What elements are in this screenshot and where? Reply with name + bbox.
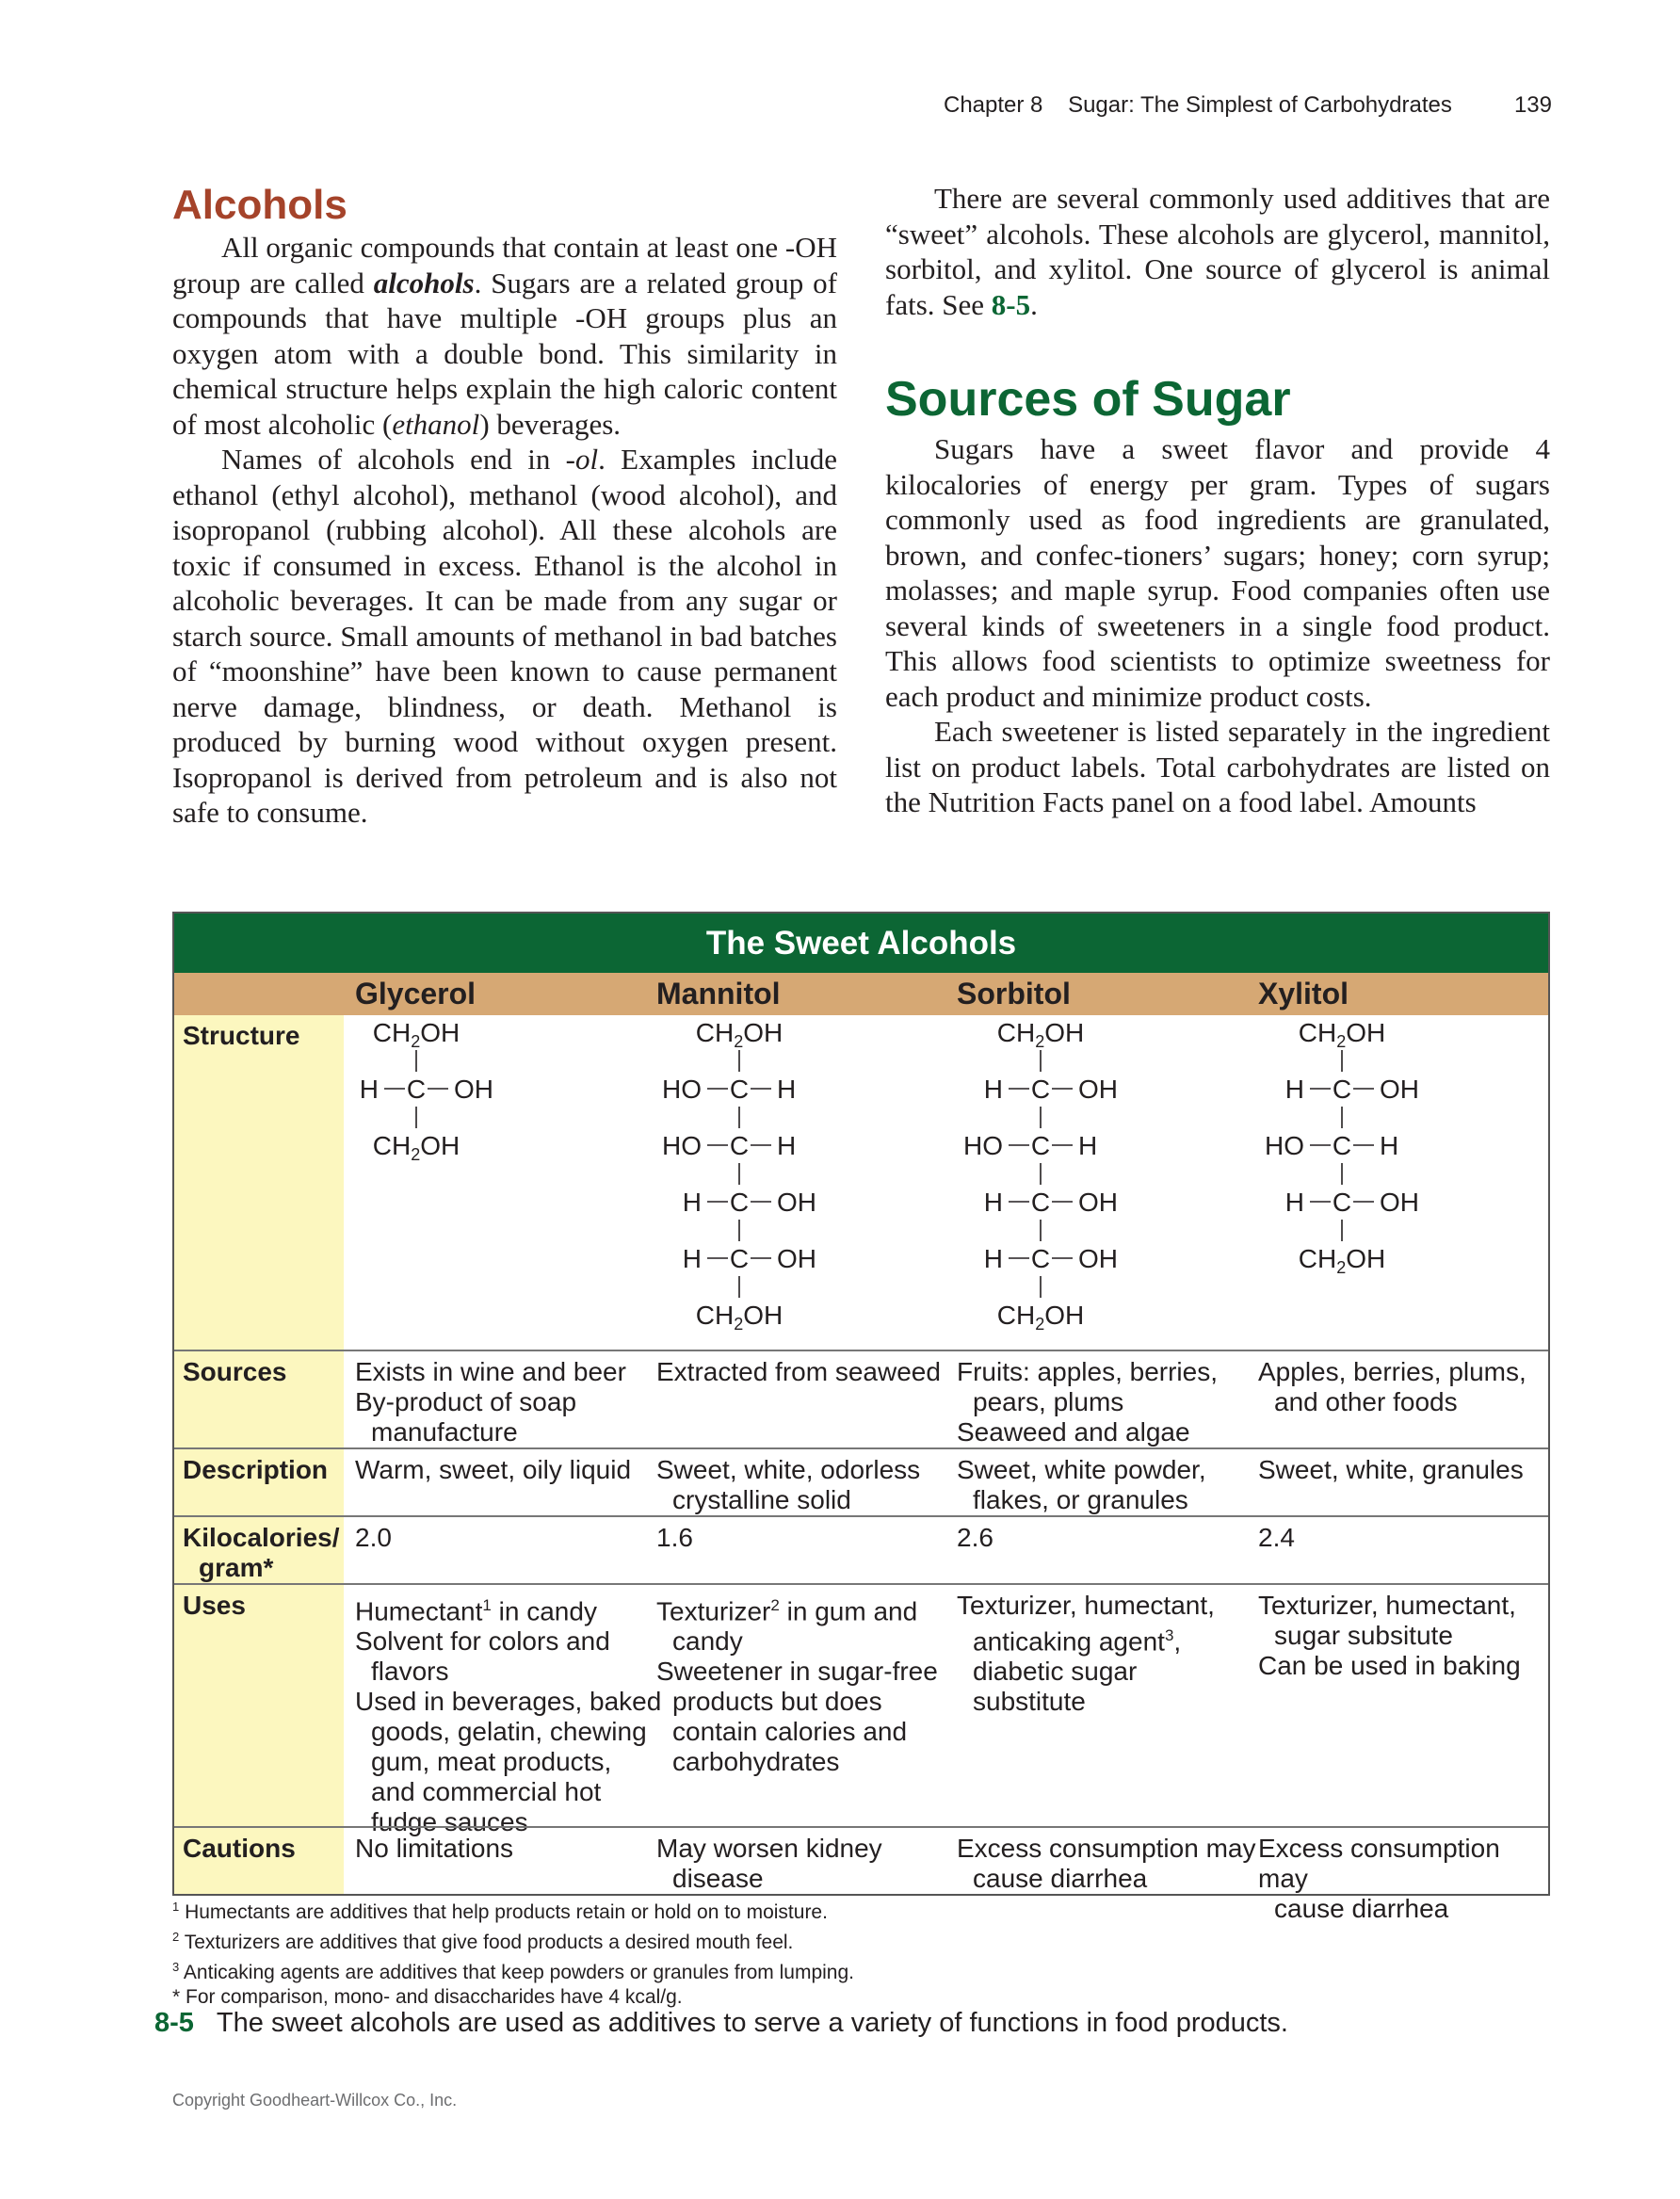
- footnote: [172, 1925, 854, 1955]
- cell-line: contain calories and: [672, 1717, 908, 1747]
- footnote-text: Humectants are additives that help products retain or hold on to moisture.: [185, 1901, 828, 1923]
- cell-sources-sorbitol: [957, 1357, 1218, 1447]
- cell-line: [957, 1621, 1215, 1657]
- footnote-text: Texturizers are additives that give food products a desired mouth feel.: [184, 1932, 794, 1953]
- text-run: Texturizer: [656, 1596, 771, 1626]
- cell-description-glycerol: [355, 1455, 631, 1485]
- cell-line: cause diarrhea: [973, 1864, 1148, 1893]
- cell-sources-xylitol: [1258, 1357, 1527, 1417]
- text-run: Humectant: [355, 1596, 483, 1626]
- paragraph: [172, 230, 837, 442]
- text-run: All organic compounds that contain at least one -OH group are called: [172, 231, 837, 299]
- cell-cautions-sorbitol: [957, 1834, 1255, 1894]
- row-label: Uses: [174, 1585, 344, 1826]
- table-row-sources: [174, 1350, 1548, 1447]
- row-label: Structure: [174, 1015, 344, 1350]
- cell-line: Sweet, white, odorless: [656, 1455, 921, 1484]
- text-run: . Examples include ethanol (ethyl alcohol), methanol (wood alcohol), and isopropanol (rubbing alcohol). All these alcohols are toxic if consumed in excess. Ethanol is the alcohol in alcoholic beverages. It can be made from any sugar or starch source. Small amounts of methanol in bad batches of “moonshine” have been known to cause permanent nerve damage, blindness, or death. Methanol is produced by burning wood without oxygen present. Isopropanol is derived from petroleum and is also not safe to consume.: [172, 443, 837, 829]
- footnote: [172, 1955, 854, 1985]
- chapter-title: Chapter 8 Sugar: The Simplest of Carbohydrates: [944, 92, 1452, 118]
- carbon-atom: C: [1332, 1131, 1352, 1160]
- hydrogen-atom: H: [1380, 1131, 1399, 1160]
- ch2oh-group: $CH_2OH$: [996, 1018, 1085, 1051]
- italic-term: -ol: [565, 443, 599, 476]
- footnote-marker: 1: [482, 1596, 492, 1614]
- cell-line: Extracted from seaweed: [656, 1357, 941, 1386]
- hydroxyl-group: OH: [1078, 1075, 1118, 1104]
- row-label: [174, 1517, 344, 1583]
- hydrogen-atom: H: [682, 1188, 702, 1217]
- structural-formulas: [174, 1015, 1548, 1350]
- hydrogen-atom: H: [359, 1075, 379, 1104]
- cell-line: carbohydrates: [672, 1747, 840, 1777]
- ch2oh-group: $CH_2OH$: [695, 1301, 783, 1334]
- left-column: [172, 181, 837, 831]
- row-label: Cautions: [174, 1828, 344, 1894]
- carbon-atom: C: [1030, 1075, 1051, 1104]
- right-column: [885, 181, 1550, 820]
- cell-line: May worsen kidney: [656, 1834, 882, 1863]
- cell-uses-glycerol: [355, 1591, 661, 1837]
- footnote-mark: 3: [172, 1960, 180, 1974]
- cell-line: Sweet, white powder,: [957, 1455, 1206, 1484]
- footnote-text: For comparison, mono- and disaccharides have 4 kcal/g.: [186, 1986, 683, 2008]
- text-run: in gum and: [779, 1596, 918, 1626]
- hydrogen-atom: H: [1078, 1131, 1098, 1160]
- figure-caption: [154, 2008, 1288, 2039]
- text-run: Names of alcohols end in: [221, 443, 566, 476]
- hydroxyl-group: OH: [777, 1188, 816, 1217]
- cell-cautions-glycerol: [355, 1834, 513, 1864]
- paragraph: [172, 442, 837, 831]
- cell-uses-mannitol: [656, 1591, 938, 1777]
- cell-line: Texturizer, humectant,: [957, 1591, 1215, 1620]
- hydrogen-atom: H: [983, 1075, 1003, 1104]
- footnote-marker: 2: [770, 1596, 780, 1614]
- section-heading-sources-of-sugar: Sources of Sugar: [885, 372, 1291, 427]
- cell-line: disease: [672, 1864, 764, 1893]
- hydroxyl-group: OH: [1380, 1188, 1419, 1217]
- figure-reference-link[interactable]: 8-5: [991, 287, 1031, 321]
- xylitol-structure: [1265, 1018, 1419, 1277]
- footnote-mark: *: [172, 1986, 181, 2008]
- hydroxyl-group: OH: [777, 1244, 816, 1273]
- text-run: There are several commonly used additives that are “sweet” alcohols. These alcohols are glycerol, mannitol, sorbitol, and xylitol. One source of glycerol is animal fats. See: [885, 182, 1550, 321]
- text-run: anticaking agent: [973, 1626, 1165, 1657]
- table-footnotes: [172, 1895, 854, 2010]
- column-header-xylitol: Xylitol: [1258, 977, 1349, 1011]
- cell-line: cause diarrhea: [1274, 1894, 1449, 1923]
- cell-kcal-mannitol: 1.6: [656, 1523, 693, 1552]
- cell-kcal-xylitol: 2.4: [1258, 1523, 1295, 1552]
- carbon-atom: C: [1332, 1075, 1352, 1104]
- hydroxyl-group: OH: [1078, 1244, 1118, 1273]
- carbon-atom: C: [729, 1131, 750, 1160]
- cell-line: Excess consumption may: [957, 1834, 1256, 1863]
- ch2oh-group: $CH_2OH$: [1298, 1018, 1386, 1051]
- cell-line: products but does: [672, 1687, 882, 1717]
- cell-line: Can be used in baking: [1258, 1651, 1521, 1680]
- ch2oh-group: $CH_2OH$: [996, 1301, 1085, 1334]
- key-term: alcohols: [373, 266, 475, 299]
- hydroxyl-group: HO: [662, 1131, 702, 1160]
- cell-cautions-xylitol: [1258, 1834, 1548, 1924]
- hydrogen-atom: H: [682, 1244, 702, 1273]
- ch2oh-group: $CH_2OH$: [372, 1018, 460, 1051]
- table-row-structure: [174, 1015, 1548, 1350]
- cell-line: By-product of soap: [355, 1387, 577, 1416]
- row-label-line: gram*: [199, 1553, 274, 1582]
- cell-line: substitute: [973, 1687, 1086, 1717]
- ch2oh-group: $CH_2OH$: [372, 1131, 460, 1164]
- table-title: The Sweet Alcohols: [174, 914, 1548, 973]
- glycerol-structure: [360, 1018, 493, 1164]
- row-label: Sources: [174, 1351, 344, 1447]
- cell-line: Used in beverages, baked: [355, 1687, 662, 1717]
- hydroxyl-group: HO: [662, 1075, 702, 1104]
- cell-description-mannitol: [656, 1455, 920, 1515]
- cell-line: crystalline solid: [672, 1485, 851, 1514]
- copyright-notice: Copyright Goodheart-Willcox Co., Inc.: [172, 2091, 458, 2110]
- carbon-atom: C: [729, 1188, 750, 1217]
- column-header-glycerol: Glycerol: [355, 977, 477, 1011]
- carbon-atom: C: [1030, 1244, 1051, 1273]
- ch2oh-group: $CH_2OH$: [695, 1018, 783, 1051]
- cell-line: Excess consumption may: [1258, 1834, 1500, 1893]
- footnote-mark: 1: [172, 1900, 180, 1914]
- cell-cautions-mannitol: [656, 1834, 882, 1894]
- mannitol-structure: [662, 1018, 816, 1334]
- text-run: in candy: [491, 1596, 597, 1626]
- hydrogen-atom: H: [1284, 1188, 1304, 1217]
- cell-line: flakes, or granules: [973, 1485, 1188, 1514]
- table-header-row: [174, 973, 1548, 1015]
- hydroxyl-group: HO: [1265, 1131, 1304, 1160]
- running-head: [944, 92, 1552, 124]
- cell-line: Warm, sweet, oily liquid: [355, 1455, 632, 1484]
- carbon-atom: C: [1030, 1131, 1051, 1160]
- figure-number: 8-5: [154, 2008, 194, 2038]
- cell-sources-mannitol: [656, 1357, 941, 1387]
- cell-line: manufacture: [371, 1417, 518, 1447]
- section-heading-alcohols: Alcohols: [172, 182, 347, 228]
- carbon-atom: C: [1030, 1188, 1051, 1217]
- carbon-atom: C: [729, 1075, 750, 1104]
- cell-kcal-glycerol: 2.0: [355, 1523, 392, 1552]
- table-row-description: [174, 1447, 1548, 1515]
- cell-line: sugar subsitute: [1274, 1621, 1453, 1650]
- sorbitol-structure: [963, 1018, 1118, 1334]
- cell-uses-xylitol: [1258, 1591, 1521, 1681]
- footnote-marker: 3: [1164, 1626, 1174, 1644]
- table-row-kilocalories: [174, 1515, 1548, 1583]
- cell-line: goods, gelatin, chewing: [371, 1717, 647, 1747]
- hydroxyl-group: OH: [454, 1075, 493, 1104]
- carbon-atom: C: [406, 1075, 427, 1104]
- column-header-sorbitol: Sorbitol: [957, 977, 1071, 1011]
- cell-line: Exists in wine and beer: [355, 1357, 626, 1386]
- table-row-uses: [174, 1583, 1548, 1837]
- cell-line: [355, 1591, 661, 1626]
- cell-line: Fruits: apples, berries,: [957, 1357, 1218, 1386]
- carbon-atom: C: [1332, 1188, 1352, 1217]
- row-label: Description: [174, 1449, 344, 1515]
- page-number: 139: [1513, 92, 1552, 118]
- hydroxyl-group: OH: [1078, 1188, 1118, 1217]
- paragraph: Each sweetener is listed separately in the ingredient list on product labels. Total carbohydrates are listed on the Nutrition Facts panel on a food label. Amounts: [885, 715, 1550, 818]
- cell-kcal-sorbitol: 2.6: [957, 1523, 993, 1552]
- cell-line: Apples, berries, plums,: [1258, 1357, 1527, 1386]
- row-label-line: Kilocalories/: [183, 1523, 340, 1552]
- hydrogen-atom: H: [777, 1075, 797, 1104]
- hydrogen-atom: H: [777, 1131, 797, 1160]
- caption-text: The sweet alcohols are used as additives to serve a variety of functions in food products.: [216, 2008, 1288, 2038]
- hydroxyl-group: OH: [1380, 1075, 1419, 1104]
- cell-line: pears, plums: [973, 1387, 1124, 1416]
- ch2oh-group: $CH_2OH$: [1298, 1244, 1386, 1277]
- cell-line: and other foods: [1274, 1387, 1458, 1416]
- cell-line: Texturizer, humectant,: [1258, 1591, 1516, 1620]
- paragraph: Sugars have a sweet flavor and provide 4 kilocalories of energy per gram. Types of sugars commonly used as food ingredients are granulated, brown, and confec-tioners’ sugars; honey; corn syrup; molasses; and maple syrup. Food companies often use several kinds of sweeteners in a single food product. This allows food scientists to optimize sweetness for each product and minimize product costs.: [885, 432, 1550, 713]
- cell-line: No limitations: [355, 1834, 514, 1863]
- cell-line: candy: [672, 1626, 743, 1657]
- hydrogen-atom: H: [983, 1188, 1003, 1217]
- cell-line: fudge sauces: [371, 1807, 528, 1837]
- cell-description-sorbitol: [957, 1455, 1206, 1515]
- cell-line: Seaweed and algae: [957, 1417, 1190, 1447]
- cell-line: gum, meat products,: [371, 1747, 612, 1777]
- footnote: [172, 1985, 854, 2010]
- cell-line: flavors: [371, 1657, 449, 1687]
- cell-line: Sweetener in sugar-free: [656, 1657, 938, 1687]
- hydrogen-atom: H: [983, 1244, 1003, 1273]
- footnote-mark: 2: [172, 1930, 180, 1944]
- column-header-mannitol: Mannitol: [656, 977, 781, 1011]
- text-run: ) beverages.: [479, 407, 622, 441]
- footnote: [172, 1895, 854, 1925]
- cell-sources-glycerol: [355, 1357, 626, 1447]
- hydrogen-atom: H: [1284, 1075, 1304, 1104]
- cell-description-xylitol: [1258, 1455, 1524, 1485]
- italic-term: ethanol: [392, 407, 480, 441]
- cell-line: Sweet, white, granules: [1258, 1455, 1524, 1484]
- cell-line: and commercial hot: [371, 1777, 602, 1807]
- footnote-text: Anticaking agents are additives that keep powders or granules from lumping.: [183, 1962, 854, 1983]
- cell-line: Solvent for colors and: [355, 1626, 610, 1657]
- cell-line: [656, 1591, 938, 1626]
- cell-uses-sorbitol: [957, 1591, 1215, 1717]
- text-run: . Sugars are a related group of compounds that have multiple -OH groups plus an oxygen atom with a double bond. This similarity in chemical structure helps explain the high caloric content of most alcoholic (: [172, 266, 837, 441]
- cell-line: diabetic sugar: [973, 1657, 1138, 1687]
- text-run: .: [1030, 287, 1038, 321]
- hydroxyl-group: HO: [963, 1131, 1003, 1160]
- carbon-atom: C: [729, 1244, 750, 1273]
- text-run: ,: [1173, 1626, 1182, 1657]
- paragraph: [885, 181, 1550, 322]
